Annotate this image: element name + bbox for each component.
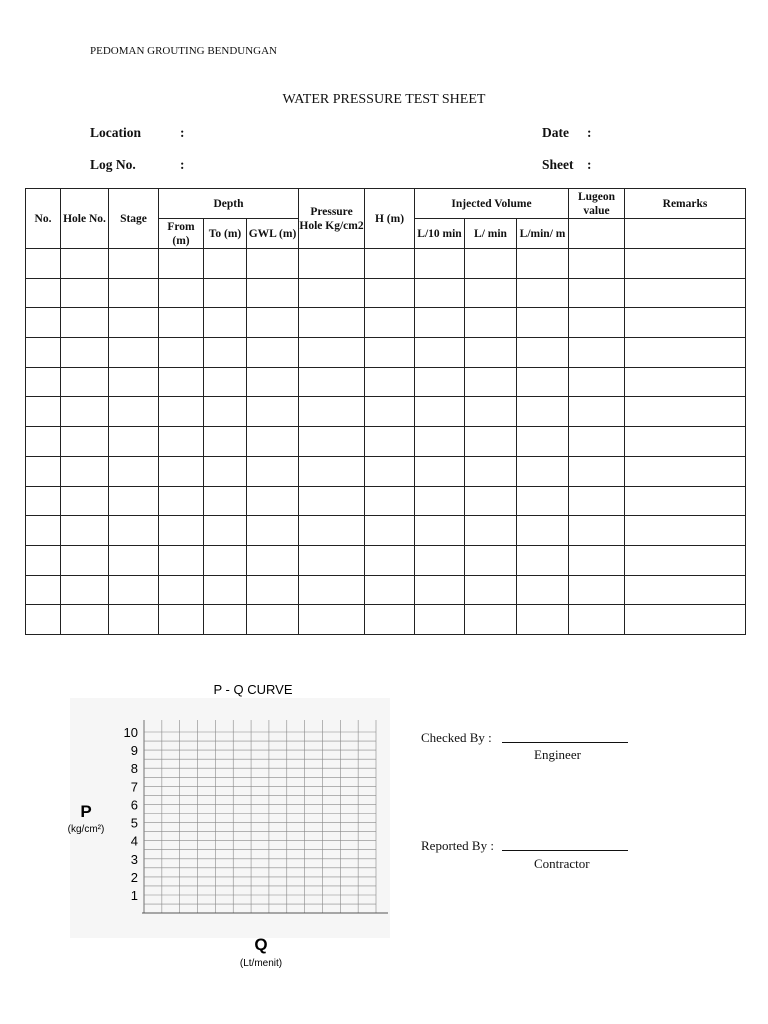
header-pressure: Pressure Hole Kg/cm2: [299, 189, 365, 249]
table-cell[interactable]: [61, 575, 109, 605]
table-cell[interactable]: [517, 367, 569, 397]
table-row: [26, 575, 746, 605]
table-cell[interactable]: [159, 427, 204, 457]
table-cell[interactable]: [109, 278, 159, 308]
table-cell[interactable]: [109, 456, 159, 486]
table-cell[interactable]: [625, 575, 746, 605]
table-cell[interactable]: [517, 545, 569, 575]
table-cell[interactable]: [247, 278, 299, 308]
table-cell[interactable]: [465, 545, 517, 575]
table-cell[interactable]: [247, 249, 299, 279]
table-cell[interactable]: [109, 338, 159, 368]
table-cell[interactable]: [365, 308, 415, 338]
table-cell[interactable]: [569, 367, 625, 397]
table-cell[interactable]: [26, 249, 61, 279]
table-cell[interactable]: [26, 427, 61, 457]
table-row: [26, 486, 746, 516]
table-cell[interactable]: [625, 397, 746, 427]
table-cell[interactable]: [26, 605, 61, 635]
table-cell[interactable]: [415, 308, 465, 338]
table-cell[interactable]: [569, 397, 625, 427]
table-cell[interactable]: [159, 545, 204, 575]
table-cell[interactable]: [109, 427, 159, 457]
table-cell[interactable]: [569, 278, 625, 308]
table-cell[interactable]: [517, 278, 569, 308]
table-cell[interactable]: [569, 249, 625, 279]
table-cell[interactable]: [415, 249, 465, 279]
table-cell[interactable]: [159, 278, 204, 308]
table-row: [26, 397, 746, 427]
y-tick-label: 8: [130, 761, 138, 777]
table-cell[interactable]: [299, 278, 365, 308]
table-cell[interactable]: [517, 486, 569, 516]
table-cell[interactable]: [625, 545, 746, 575]
table-cell[interactable]: [204, 367, 247, 397]
table-cell[interactable]: [625, 605, 746, 635]
location-colon: :: [180, 125, 185, 140]
test-table: [25, 188, 746, 635]
table-cell[interactable]: [365, 338, 415, 368]
table-cell[interactable]: [109, 397, 159, 427]
table-cell[interactable]: [365, 249, 415, 279]
y-tick-label: 3: [130, 851, 138, 867]
table-cell[interactable]: [159, 308, 204, 338]
header-no: No.: [26, 189, 61, 249]
y-tick-label: 4: [130, 833, 138, 849]
table-cell[interactable]: [109, 308, 159, 338]
table-row: [26, 249, 746, 279]
table-cell[interactable]: [26, 545, 61, 575]
date-colon: :: [587, 125, 592, 140]
table-cell[interactable]: [465, 605, 517, 635]
header-lugeon: Lugeon value: [569, 189, 625, 219]
y-tick-label: 6: [130, 797, 138, 813]
page-title: WATER PRESSURE TEST SHEET: [282, 92, 486, 107]
table-cell[interactable]: [365, 397, 415, 427]
table-cell[interactable]: [26, 278, 61, 308]
table-cell[interactable]: [299, 367, 365, 397]
table-row: [26, 338, 746, 368]
table-cell[interactable]: [625, 367, 746, 397]
header-lmin: L/ min: [465, 219, 517, 249]
header-note: PEDOMAN GROUTING BENDUNGAN: [90, 45, 277, 57]
table-cell[interactable]: [26, 397, 61, 427]
table-cell[interactable]: [204, 575, 247, 605]
table-cell[interactable]: [204, 249, 247, 279]
table-cell[interactable]: [415, 278, 465, 308]
table-row: [26, 605, 746, 635]
table-cell[interactable]: [415, 575, 465, 605]
header-to: To (m): [204, 219, 247, 249]
table-cell[interactable]: [517, 427, 569, 457]
table-cell[interactable]: [517, 575, 569, 605]
header-injected-volume: Injected Volume: [415, 189, 569, 219]
table-cell[interactable]: [365, 575, 415, 605]
table-cell[interactable]: [299, 397, 365, 427]
table-cell[interactable]: [204, 338, 247, 368]
table-cell[interactable]: [247, 456, 299, 486]
table-cell[interactable]: [61, 427, 109, 457]
table-cell[interactable]: [625, 516, 746, 546]
table-row: [26, 545, 746, 575]
table-cell[interactable]: [247, 427, 299, 457]
table-cell[interactable]: [465, 427, 517, 457]
date-label: Date: [542, 125, 569, 140]
table-cell[interactable]: [26, 456, 61, 486]
table-cell[interactable]: [61, 486, 109, 516]
table-cell[interactable]: [61, 456, 109, 486]
table-cell[interactable]: [465, 308, 517, 338]
table-row: [26, 308, 746, 338]
y-tick-label: 5: [130, 815, 138, 831]
header-l10min: L/10 min: [415, 219, 465, 249]
table-cell[interactable]: [204, 278, 247, 308]
header-depth: Depth: [159, 189, 299, 219]
chart-ylabel: P: [80, 802, 92, 821]
table-cell[interactable]: [625, 486, 746, 516]
table-cell[interactable]: [204, 516, 247, 546]
header-from: From (m): [159, 219, 204, 249]
table-cell[interactable]: [247, 338, 299, 368]
table-cell[interactable]: [26, 367, 61, 397]
table-cell[interactable]: [569, 545, 625, 575]
table-cell[interactable]: [109, 249, 159, 279]
table-cell[interactable]: [109, 605, 159, 635]
table-cell[interactable]: [365, 427, 415, 457]
table-cell[interactable]: [204, 397, 247, 427]
table-cell[interactable]: [415, 545, 465, 575]
table-cell[interactable]: [159, 338, 204, 368]
table-cell[interactable]: [569, 308, 625, 338]
table-cell[interactable]: [61, 367, 109, 397]
pq-curve-svg: [60, 680, 400, 980]
table-cell[interactable]: [159, 397, 204, 427]
table-cell[interactable]: [415, 486, 465, 516]
table-cell[interactable]: [159, 249, 204, 279]
y-tick-label: 1: [130, 888, 138, 903]
table-cell[interactable]: [26, 308, 61, 338]
table-cell[interactable]: [159, 516, 204, 546]
table-cell[interactable]: [61, 545, 109, 575]
chart-background: [67, 698, 390, 938]
table-cell[interactable]: [365, 278, 415, 308]
header-stage: Stage: [109, 189, 159, 249]
header-h: H (m): [365, 189, 415, 249]
table-cell[interactable]: [204, 486, 247, 516]
checked-by-label: Checked By :: [421, 730, 492, 745]
table-row: [26, 456, 746, 486]
table-cell[interactable]: [569, 427, 625, 457]
sheet-label: Sheet: [542, 157, 574, 172]
table-cell[interactable]: [365, 486, 415, 516]
table-cell[interactable]: [299, 427, 365, 457]
table-cell[interactable]: [365, 516, 415, 546]
table-cell[interactable]: [204, 456, 247, 486]
table-cell[interactable]: [415, 427, 465, 457]
table-cell[interactable]: [415, 367, 465, 397]
table-cell[interactable]: [26, 575, 61, 605]
table-cell[interactable]: [61, 516, 109, 546]
y-tick-label: 10: [123, 725, 138, 740]
table-cell[interactable]: [625, 278, 746, 308]
table-cell[interactable]: [625, 427, 746, 457]
reported-by-signature-line: [502, 850, 628, 851]
table-cell[interactable]: [299, 308, 365, 338]
pq-curve-chart: [60, 680, 400, 980]
table-cell[interactable]: [159, 367, 204, 397]
table-row: [26, 367, 746, 397]
chart-xlabel: Q: [254, 935, 268, 954]
checked-by-role: Engineer: [534, 747, 581, 762]
table-cell[interactable]: [204, 545, 247, 575]
header-gwl: GWL (m): [247, 219, 299, 249]
table-cell[interactable]: [299, 516, 365, 546]
checked-by-signature-line: [502, 742, 628, 743]
table-cell[interactable]: [415, 605, 465, 635]
table-cell[interactable]: [465, 338, 517, 368]
header-remarks-blank: [625, 219, 746, 249]
table-cell[interactable]: [569, 456, 625, 486]
table-cell[interactable]: [247, 397, 299, 427]
table-cell[interactable]: [61, 308, 109, 338]
table-cell[interactable]: [465, 516, 517, 546]
table-cell[interactable]: [247, 516, 299, 546]
table-cell[interactable]: [247, 486, 299, 516]
table-cell[interactable]: [625, 249, 746, 279]
table-cell[interactable]: [61, 338, 109, 368]
table-row: [26, 278, 746, 308]
table-cell[interactable]: [415, 397, 465, 427]
table-row: [26, 427, 746, 457]
chart-title: P - Q CURVE: [213, 682, 293, 697]
header-lminm: L/min/ m: [517, 219, 569, 249]
table-cell[interactable]: [247, 605, 299, 635]
table-cell[interactable]: [61, 249, 109, 279]
table-cell[interactable]: [465, 367, 517, 397]
table-cell[interactable]: [569, 486, 625, 516]
table-cell[interactable]: [26, 516, 61, 546]
log-no-label: Log No.: [90, 157, 136, 172]
table-cell[interactable]: [299, 575, 365, 605]
table-cell[interactable]: [465, 249, 517, 279]
table-cell[interactable]: [517, 249, 569, 279]
table-cell[interactable]: [465, 278, 517, 308]
table-cell[interactable]: [299, 338, 365, 368]
table-cell[interactable]: [159, 456, 204, 486]
table-cell[interactable]: [299, 486, 365, 516]
location-label: Location: [90, 125, 142, 140]
log-no-colon: :: [180, 157, 185, 172]
table-cell[interactable]: [299, 249, 365, 279]
table-cell[interactable]: [569, 605, 625, 635]
table-cell[interactable]: [465, 575, 517, 605]
table-row: [26, 516, 746, 546]
table-cell[interactable]: [569, 516, 625, 546]
table-cell[interactable]: [109, 367, 159, 397]
table-cell[interactable]: [569, 575, 625, 605]
table-cell[interactable]: [247, 367, 299, 397]
table-cell[interactable]: [465, 456, 517, 486]
header-lugeon-blank: [569, 219, 625, 249]
table-cell[interactable]: [26, 338, 61, 368]
table-cell[interactable]: [465, 397, 517, 427]
table-cell[interactable]: [517, 397, 569, 427]
table-cell[interactable]: [365, 545, 415, 575]
table-cell[interactable]: [247, 575, 299, 605]
table-cell[interactable]: [517, 338, 569, 368]
table-cell[interactable]: [159, 605, 204, 635]
chart-xlabel-unit: (Lt/menit): [239, 958, 283, 969]
table-cell[interactable]: [625, 308, 746, 338]
table-cell[interactable]: [299, 456, 365, 486]
table-cell[interactable]: [517, 605, 569, 635]
table-cell[interactable]: [247, 545, 299, 575]
sheet-colon: :: [587, 157, 592, 172]
table-cell[interactable]: [299, 605, 365, 635]
reported-by-label: Reported By :: [421, 838, 494, 853]
table-cell[interactable]: [109, 486, 159, 516]
table-cell[interactable]: [415, 456, 465, 486]
table-cell[interactable]: [26, 486, 61, 516]
table-cell[interactable]: [365, 456, 415, 486]
table-cell[interactable]: [625, 456, 746, 486]
table-cell[interactable]: [109, 545, 159, 575]
table-cell[interactable]: [61, 278, 109, 308]
y-tick-label: 7: [130, 779, 138, 795]
reported-by-role: Contractor: [534, 856, 590, 871]
table-cell[interactable]: [415, 338, 465, 368]
table-cell[interactable]: [569, 338, 625, 368]
table-cell[interactable]: [61, 605, 109, 635]
table-cell[interactable]: [517, 308, 569, 338]
table-cell[interactable]: [299, 545, 365, 575]
chart-ylabel-unit: (kg/cm²): [67, 824, 105, 835]
table-cell[interactable]: [159, 575, 204, 605]
table-cell[interactable]: [204, 308, 247, 338]
y-tick-label: 9: [130, 743, 138, 759]
table-cell[interactable]: [465, 486, 517, 516]
table-cell[interactable]: [61, 397, 109, 427]
table-cell[interactable]: [517, 456, 569, 486]
table-cell[interactable]: [109, 516, 159, 546]
header-hole-no: Hole No.: [61, 189, 109, 249]
table-cell[interactable]: [247, 308, 299, 338]
y-tick-label: 2: [130, 869, 138, 885]
table-cell[interactable]: [415, 516, 465, 546]
table-cell[interactable]: [365, 605, 415, 635]
table-cell[interactable]: [517, 516, 569, 546]
header-remarks: Remarks: [625, 189, 746, 219]
table-cell[interactable]: [365, 367, 415, 397]
table-cell[interactable]: [109, 575, 159, 605]
table-cell[interactable]: [625, 338, 746, 368]
table-cell[interactable]: [204, 427, 247, 457]
table-cell[interactable]: [204, 605, 247, 635]
table-cell[interactable]: [159, 486, 204, 516]
